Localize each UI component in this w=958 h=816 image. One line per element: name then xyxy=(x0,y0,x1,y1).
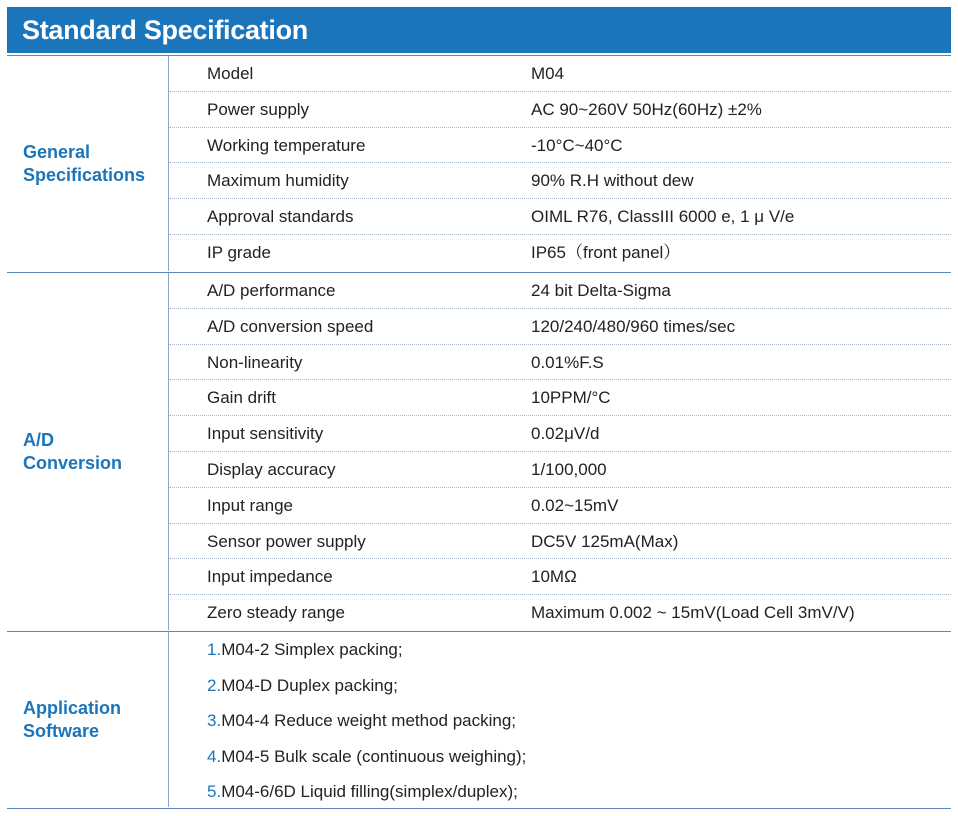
spec-name: Non-linearity xyxy=(207,352,303,372)
spec-name: Model xyxy=(207,64,254,83)
spec-name: Input impedance xyxy=(207,567,333,587)
spec-row xyxy=(169,559,951,595)
spec-row xyxy=(169,235,951,271)
section-general-specifications xyxy=(7,56,951,271)
spec-name: A/D performance xyxy=(207,281,336,300)
spec-name: A/D conversion speed xyxy=(207,316,374,336)
spec-value: 24 bit Delta-Sigma xyxy=(531,281,671,300)
item-number: 3. xyxy=(207,711,222,731)
spec-row xyxy=(169,309,951,345)
spec-row xyxy=(169,380,951,416)
list-item xyxy=(169,739,951,775)
spec-name: Approval standards xyxy=(207,207,354,227)
spec-name: Input sensitivity xyxy=(207,424,324,444)
spec-name: Working temperature xyxy=(207,135,366,155)
spec-row xyxy=(169,452,951,488)
item-number: 2. xyxy=(207,675,222,695)
spec-value: 120/240/480/960 times/sec xyxy=(531,316,736,336)
spec-value: 0.01%F.S xyxy=(531,352,604,372)
item-text: M04-D Duplex packing; xyxy=(221,675,398,695)
spec-rows xyxy=(168,56,951,271)
spec-value: DC5V 125mA(Max) xyxy=(531,531,679,551)
spec-value: OIML R76, ClassIII 6000 e, 1 μ V/e xyxy=(531,207,795,227)
page-title: Standard Specification xyxy=(7,7,951,53)
section-ad-conversion xyxy=(7,273,951,630)
item-number: 4. xyxy=(207,746,222,766)
spec-value: 10PPM/°C xyxy=(531,388,611,408)
spec-name: Maximum humidity xyxy=(207,171,349,191)
item-text: M04-2 Simplex packing; xyxy=(221,640,403,659)
section-label: General Specifications xyxy=(23,141,146,185)
spec-row xyxy=(169,199,951,235)
section-label: A/D Conversion xyxy=(23,429,123,473)
spec-row xyxy=(169,524,951,560)
spec-row xyxy=(169,416,951,452)
spec-row xyxy=(169,345,951,381)
item-number: 5. xyxy=(207,782,222,802)
spec-row xyxy=(169,163,951,199)
list-item xyxy=(169,774,951,810)
spec-row xyxy=(169,128,951,164)
divider xyxy=(7,808,951,809)
spec-value: Maximum 0.002 ~ 15mV(Load Cell 3mV/V) xyxy=(531,603,855,623)
spec-value: M04 xyxy=(531,64,565,83)
spec-row xyxy=(169,595,951,631)
item-text: M04-5 Bulk scale (continuous weighing); xyxy=(221,746,527,766)
spec-value: 10MΩ xyxy=(531,567,577,587)
spec-row xyxy=(169,273,951,309)
spec-name: Input range xyxy=(207,495,294,515)
spec-value: 0.02~15mV xyxy=(531,495,619,515)
spec-value: -10°C~40°C xyxy=(531,135,623,155)
spec-row xyxy=(169,92,951,128)
item-text: M04-4 Reduce weight method packing; xyxy=(221,711,517,731)
spec-value: AC 90~260V 50Hz(60Hz) ±2% xyxy=(531,99,762,119)
spec-row xyxy=(169,56,951,92)
spec-value: IP65（front panel） xyxy=(531,242,681,262)
list-item xyxy=(169,703,951,739)
spec-name: Display accuracy xyxy=(207,459,336,479)
app-list xyxy=(168,632,951,807)
spec-name: Power supply xyxy=(207,99,310,119)
spec-name: Zero steady range xyxy=(207,603,345,623)
list-item xyxy=(169,668,951,704)
spec-row xyxy=(169,488,951,524)
spec-value: 1/100,000 xyxy=(531,459,607,479)
item-number: 1. xyxy=(207,640,222,659)
list-item xyxy=(169,632,951,668)
spec-name: IP grade xyxy=(207,242,271,262)
spec-name: Sensor power supply xyxy=(207,531,366,551)
spec-name: Gain drift xyxy=(207,388,276,408)
section-application-software xyxy=(7,632,951,807)
spec-value: 0.02μV/d xyxy=(531,424,600,444)
item-text: M04-6/6D Liquid filling(simplex/duplex); xyxy=(221,782,518,802)
spec-rows xyxy=(168,273,951,630)
section-label: Application Software xyxy=(23,697,121,741)
spec-value: 90% R.H without dew xyxy=(531,171,694,191)
